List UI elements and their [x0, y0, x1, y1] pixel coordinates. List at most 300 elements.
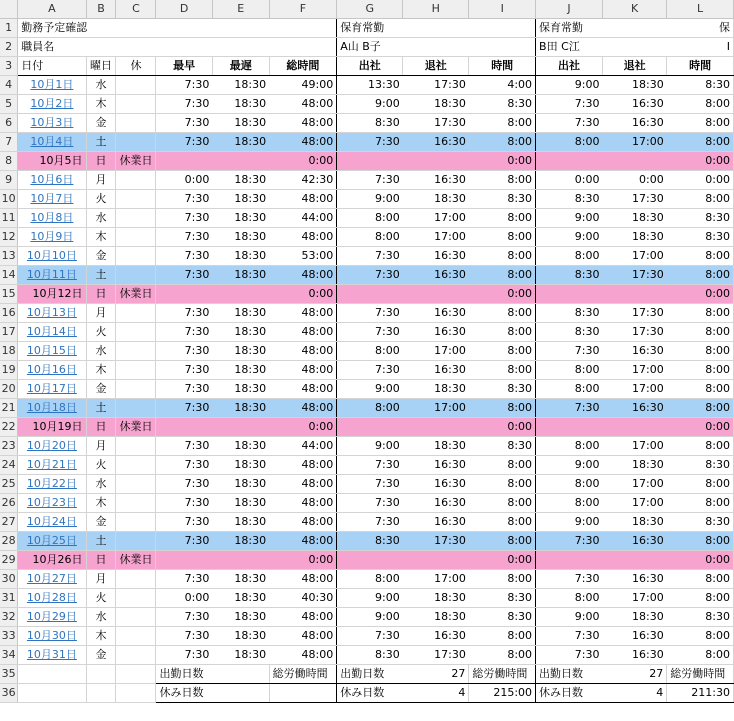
- hours-cell[interactable]: 8:00: [667, 532, 734, 551]
- in-cell[interactable]: 8:00: [337, 228, 403, 247]
- dow-cell[interactable]: 月: [86, 304, 116, 323]
- total-hours-cell[interactable]: 48:00: [269, 361, 337, 380]
- in-cell[interactable]: 9:00: [337, 95, 403, 114]
- earliest-cell[interactable]: 7:30: [156, 76, 212, 95]
- g2-rest-days[interactable]: 4: [602, 684, 666, 703]
- out-cell[interactable]: 17:30: [403, 646, 469, 665]
- cell[interactable]: [18, 665, 86, 684]
- date-link[interactable]: 10月18日: [18, 399, 86, 418]
- cell[interactable]: [116, 665, 156, 684]
- date-link[interactable]: 10月27日: [18, 570, 86, 589]
- hours-cell[interactable]: 8:00: [469, 627, 536, 646]
- rest-cell[interactable]: [116, 247, 156, 266]
- out-cell[interactable]: 18:30: [602, 608, 666, 627]
- out-cell[interactable]: 18:30: [602, 76, 666, 95]
- cell[interactable]: [403, 19, 469, 38]
- dow-cell[interactable]: 水: [86, 342, 116, 361]
- out-cell[interactable]: 17:00: [403, 209, 469, 228]
- in-cell[interactable]: 13:30: [337, 76, 403, 95]
- total-labor-label[interactable]: 総労働時間: [469, 665, 536, 684]
- hours-cell[interactable]: 8:30: [469, 589, 536, 608]
- date-link[interactable]: 10月16日: [18, 361, 86, 380]
- rest-cell[interactable]: [116, 437, 156, 456]
- out-cell[interactable]: 16:30: [602, 342, 666, 361]
- work-days-label[interactable]: 出勤日数: [337, 665, 403, 684]
- total-hours-cell[interactable]: 48:00: [269, 570, 337, 589]
- rest-cell[interactable]: [116, 342, 156, 361]
- hours-cell[interactable]: 8:00: [469, 304, 536, 323]
- row-header[interactable]: 6: [0, 114, 18, 133]
- date-link[interactable]: 10月9日: [18, 228, 86, 247]
- rest-days-label[interactable]: 休み日数: [337, 684, 403, 703]
- out-cell[interactable]: 17:30: [602, 190, 666, 209]
- in-cell[interactable]: [337, 285, 403, 304]
- row-header[interactable]: 29: [0, 551, 18, 570]
- total-hours-cell[interactable]: 0:00: [269, 418, 337, 437]
- latest-cell[interactable]: [212, 152, 269, 171]
- hours-cell[interactable]: 8:00: [667, 399, 734, 418]
- hours-cell[interactable]: 8:00: [469, 171, 536, 190]
- hours-cell[interactable]: 8:00: [667, 323, 734, 342]
- in-cell[interactable]: 7:30: [536, 95, 603, 114]
- in-cell[interactable]: 7:30: [337, 494, 403, 513]
- earliest-cell[interactable]: 7:30: [156, 95, 212, 114]
- in-cell[interactable]: 8:30: [337, 532, 403, 551]
- cell[interactable]: [116, 684, 156, 703]
- row-header[interactable]: 15: [0, 285, 18, 304]
- out-cell[interactable]: 16:30: [403, 171, 469, 190]
- dow-cell[interactable]: 月: [86, 570, 116, 589]
- row-header[interactable]: 18: [0, 342, 18, 361]
- rest-days-label[interactable]: 休み日数: [536, 684, 603, 703]
- out-cell[interactable]: 18:30: [602, 456, 666, 475]
- hours-cell[interactable]: 8:30: [469, 437, 536, 456]
- date-link[interactable]: 10月20日: [18, 437, 86, 456]
- column-header[interactable]: F: [269, 0, 337, 19]
- hours-cell[interactable]: 8:00: [667, 247, 734, 266]
- out-cell[interactable]: 16:30: [602, 627, 666, 646]
- out-cell[interactable]: 16:30: [403, 475, 469, 494]
- date-cell[interactable]: 10月5日: [18, 152, 86, 171]
- out-cell[interactable]: [403, 418, 469, 437]
- earliest-cell[interactable]: 7:30: [156, 646, 212, 665]
- in-cell[interactable]: 8:30: [536, 266, 603, 285]
- out-cell[interactable]: 17:00: [403, 342, 469, 361]
- row-header[interactable]: 28: [0, 532, 18, 551]
- hours-cell[interactable]: 8:00: [667, 437, 734, 456]
- in-cell[interactable]: 8:00: [337, 570, 403, 589]
- hours-cell[interactable]: 8:00: [667, 646, 734, 665]
- out-cell[interactable]: 17:00: [602, 475, 666, 494]
- g1-rest-days[interactable]: 4: [403, 684, 469, 703]
- row-header[interactable]: 9: [0, 171, 18, 190]
- hours-cell[interactable]: 8:00: [667, 494, 734, 513]
- group1-name[interactable]: A山 B子: [337, 38, 403, 57]
- in-cell[interactable]: 9:00: [536, 608, 603, 627]
- total-hours-cell[interactable]: 48:00: [269, 513, 337, 532]
- in-cell[interactable]: 0:00: [536, 171, 603, 190]
- row-header[interactable]: 36: [0, 684, 18, 703]
- column-header[interactable]: C: [116, 0, 156, 19]
- header-total-hours[interactable]: 総時間: [269, 57, 337, 76]
- hours-cell[interactable]: 8:00: [667, 380, 734, 399]
- out-cell[interactable]: 16:30: [602, 646, 666, 665]
- date-link[interactable]: 10月1日: [18, 76, 86, 95]
- out-cell[interactable]: 16:30: [403, 133, 469, 152]
- date-link[interactable]: 10月4日: [18, 133, 86, 152]
- out-cell[interactable]: 17:30: [602, 323, 666, 342]
- hours-cell[interactable]: 8:00: [469, 532, 536, 551]
- total-hours-cell[interactable]: 48:00: [269, 646, 337, 665]
- hours-cell[interactable]: 8:30: [667, 608, 734, 627]
- dow-cell[interactable]: 木: [86, 627, 116, 646]
- hours-cell[interactable]: 8:00: [667, 190, 734, 209]
- out-cell[interactable]: 17:00: [602, 380, 666, 399]
- latest-cell[interactable]: 18:30: [212, 361, 269, 380]
- latest-cell[interactable]: 18:30: [212, 380, 269, 399]
- in-cell[interactable]: 8:00: [337, 399, 403, 418]
- row-header[interactable]: 1: [0, 19, 18, 38]
- row-header[interactable]: 4: [0, 76, 18, 95]
- total-hours-cell[interactable]: 48:00: [269, 627, 337, 646]
- out-cell[interactable]: 18:30: [403, 437, 469, 456]
- header-out[interactable]: 退社: [403, 57, 469, 76]
- hours-cell[interactable]: 8:00: [667, 570, 734, 589]
- hours-cell[interactable]: 0:00: [667, 551, 734, 570]
- hours-cell[interactable]: 8:00: [667, 342, 734, 361]
- dow-cell[interactable]: 水: [86, 475, 116, 494]
- rest-days-label[interactable]: 休み日数: [156, 684, 269, 703]
- dow-cell[interactable]: 木: [86, 95, 116, 114]
- header-earliest[interactable]: 最早: [156, 57, 212, 76]
- rest-cell[interactable]: [116, 209, 156, 228]
- in-cell[interactable]: [337, 418, 403, 437]
- out-cell[interactable]: 16:30: [403, 513, 469, 532]
- in-cell[interactable]: 9:00: [337, 437, 403, 456]
- latest-cell[interactable]: 18:30: [212, 399, 269, 418]
- dow-cell[interactable]: 金: [86, 114, 116, 133]
- row-header[interactable]: 27: [0, 513, 18, 532]
- cell[interactable]: [469, 19, 536, 38]
- latest-cell[interactable]: 18:30: [212, 266, 269, 285]
- latest-cell[interactable]: 18:30: [212, 76, 269, 95]
- latest-cell[interactable]: 18:30: [212, 228, 269, 247]
- group1-type[interactable]: 保育常勤: [337, 19, 403, 38]
- out-cell[interactable]: [403, 551, 469, 570]
- latest-cell[interactable]: 18:30: [212, 494, 269, 513]
- rest-cell[interactable]: [116, 266, 156, 285]
- dow-cell[interactable]: 水: [86, 209, 116, 228]
- dow-cell[interactable]: 火: [86, 190, 116, 209]
- total-hours-cell[interactable]: 48:00: [269, 190, 337, 209]
- earliest-cell[interactable]: [156, 551, 212, 570]
- rest-cell[interactable]: [116, 228, 156, 247]
- out-cell[interactable]: 16:30: [602, 570, 666, 589]
- rest-cell[interactable]: [116, 456, 156, 475]
- date-link[interactable]: 10月10日: [18, 247, 86, 266]
- in-cell[interactable]: 8:00: [536, 247, 603, 266]
- in-cell[interactable]: 7:30: [337, 304, 403, 323]
- date-link[interactable]: 10月2日: [18, 95, 86, 114]
- hours-cell[interactable]: 0:00: [469, 551, 536, 570]
- total-hours-cell[interactable]: 48:00: [269, 608, 337, 627]
- date-link[interactable]: 10月6日: [18, 171, 86, 190]
- column-header[interactable]: I: [469, 0, 536, 19]
- latest-cell[interactable]: [212, 285, 269, 304]
- in-cell[interactable]: 9:00: [536, 456, 603, 475]
- out-cell[interactable]: 18:30: [403, 95, 469, 114]
- cell[interactable]: [469, 38, 536, 57]
- row-header[interactable]: 19: [0, 361, 18, 380]
- latest-cell[interactable]: [212, 551, 269, 570]
- in-cell[interactable]: 7:30: [536, 646, 603, 665]
- out-cell[interactable]: [403, 285, 469, 304]
- out-cell[interactable]: 17:00: [403, 570, 469, 589]
- header-latest[interactable]: 最遅: [212, 57, 269, 76]
- edge-cell[interactable]: I: [667, 38, 734, 57]
- hours-cell[interactable]: 8:30: [667, 513, 734, 532]
- out-cell[interactable]: 17:30: [403, 76, 469, 95]
- in-cell[interactable]: 7:30: [536, 114, 603, 133]
- column-header[interactable]: K: [602, 0, 666, 19]
- in-cell[interactable]: 7:30: [337, 513, 403, 532]
- total-hours-cell[interactable]: 48:00: [269, 380, 337, 399]
- latest-cell[interactable]: 18:30: [212, 589, 269, 608]
- rest-cell[interactable]: [116, 171, 156, 190]
- in-cell[interactable]: 7:30: [536, 342, 603, 361]
- out-cell[interactable]: 16:30: [602, 114, 666, 133]
- hours-cell[interactable]: 8:30: [667, 228, 734, 247]
- date-link[interactable]: 10月14日: [18, 323, 86, 342]
- earliest-cell[interactable]: 7:30: [156, 190, 212, 209]
- row-header[interactable]: 10: [0, 190, 18, 209]
- total-hours-cell[interactable]: 48:00: [269, 266, 337, 285]
- rest-cell[interactable]: 休業日: [116, 152, 156, 171]
- row-header[interactable]: 22: [0, 418, 18, 437]
- row-header[interactable]: 2: [0, 38, 18, 57]
- group2-type[interactable]: 保育常勤: [536, 19, 603, 38]
- hours-cell[interactable]: 8:00: [469, 133, 536, 152]
- title-cell[interactable]: 勤務予定確認: [18, 19, 156, 38]
- row-header[interactable]: 20: [0, 380, 18, 399]
- out-cell[interactable]: 17:00: [602, 437, 666, 456]
- in-cell[interactable]: 8:00: [337, 209, 403, 228]
- row-header[interactable]: 12: [0, 228, 18, 247]
- in-cell[interactable]: 8:00: [536, 494, 603, 513]
- date-link[interactable]: 10月22日: [18, 475, 86, 494]
- out-cell[interactable]: 17:00: [602, 494, 666, 513]
- out-cell[interactable]: 16:30: [403, 304, 469, 323]
- out-cell[interactable]: [602, 285, 666, 304]
- hours-cell[interactable]: 8:00: [469, 209, 536, 228]
- header-in[interactable]: 出社: [337, 57, 403, 76]
- rest-cell[interactable]: [116, 513, 156, 532]
- in-cell[interactable]: 7:30: [337, 627, 403, 646]
- in-cell[interactable]: 8:00: [536, 133, 603, 152]
- dow-cell[interactable]: 土: [86, 266, 116, 285]
- hours-cell[interactable]: 8:00: [667, 627, 734, 646]
- row-header[interactable]: 21: [0, 399, 18, 418]
- column-header[interactable]: G: [337, 0, 403, 19]
- out-cell[interactable]: 16:30: [602, 399, 666, 418]
- hours-cell[interactable]: 8:30: [667, 456, 734, 475]
- total-hours-cell[interactable]: 48:00: [269, 114, 337, 133]
- row-header[interactable]: 8: [0, 152, 18, 171]
- latest-cell[interactable]: 18:30: [212, 532, 269, 551]
- dow-cell[interactable]: 金: [86, 646, 116, 665]
- hours-cell[interactable]: 0:00: [469, 152, 536, 171]
- total-hours-cell[interactable]: 44:00: [269, 209, 337, 228]
- latest-cell[interactable]: 18:30: [212, 114, 269, 133]
- in-cell[interactable]: 7:30: [337, 247, 403, 266]
- out-cell[interactable]: 16:30: [403, 361, 469, 380]
- earliest-cell[interactable]: 7:30: [156, 570, 212, 589]
- dow-cell[interactable]: 土: [86, 133, 116, 152]
- in-cell[interactable]: 8:30: [536, 304, 603, 323]
- in-cell[interactable]: 8:30: [536, 190, 603, 209]
- earliest-cell[interactable]: [156, 152, 212, 171]
- in-cell[interactable]: 7:30: [536, 627, 603, 646]
- in-cell[interactable]: 8:30: [536, 323, 603, 342]
- column-header[interactable]: D: [156, 0, 212, 19]
- date-link[interactable]: 10月15日: [18, 342, 86, 361]
- total-hours-cell[interactable]: 0:00: [269, 152, 337, 171]
- out-cell[interactable]: 16:30: [403, 323, 469, 342]
- earliest-cell[interactable]: 7:30: [156, 627, 212, 646]
- total-hours-cell[interactable]: 48:00: [269, 399, 337, 418]
- out-cell[interactable]: 17:30: [403, 532, 469, 551]
- dow-cell[interactable]: 日: [86, 152, 116, 171]
- total-hours-cell[interactable]: 48:00: [269, 304, 337, 323]
- latest-cell[interactable]: 18:30: [212, 247, 269, 266]
- latest-cell[interactable]: 18:30: [212, 95, 269, 114]
- in-cell[interactable]: 9:00: [337, 589, 403, 608]
- earliest-cell[interactable]: 7:30: [156, 342, 212, 361]
- earliest-cell[interactable]: 7:30: [156, 494, 212, 513]
- dow-cell[interactable]: 月: [86, 437, 116, 456]
- latest-cell[interactable]: 18:30: [212, 475, 269, 494]
- column-header[interactable]: H: [403, 0, 469, 19]
- latest-cell[interactable]: 18:30: [212, 133, 269, 152]
- header-dow[interactable]: 曜日: [86, 57, 116, 76]
- row-header[interactable]: 30: [0, 570, 18, 589]
- out-cell[interactable]: [602, 418, 666, 437]
- out-cell[interactable]: 17:00: [602, 589, 666, 608]
- cell[interactable]: [156, 19, 269, 38]
- hours-cell[interactable]: 8:30: [667, 209, 734, 228]
- date-cell[interactable]: 10月26日: [18, 551, 86, 570]
- hours-cell[interactable]: 8:00: [469, 114, 536, 133]
- hours-cell[interactable]: 8:00: [667, 133, 734, 152]
- out-cell[interactable]: [602, 152, 666, 171]
- in-cell[interactable]: 9:00: [536, 228, 603, 247]
- work-days-label[interactable]: 出勤日数: [156, 665, 269, 684]
- hours-cell[interactable]: 8:00: [469, 456, 536, 475]
- g2-work-days[interactable]: 27: [602, 665, 666, 684]
- hours-cell[interactable]: 8:00: [667, 114, 734, 133]
- date-link[interactable]: 10月8日: [18, 209, 86, 228]
- date-link[interactable]: 10月29日: [18, 608, 86, 627]
- out-cell[interactable]: 16:30: [602, 532, 666, 551]
- dow-cell[interactable]: 火: [86, 589, 116, 608]
- total-hours-cell[interactable]: 53:00: [269, 247, 337, 266]
- cell[interactable]: [403, 38, 469, 57]
- date-link[interactable]: 10月7日: [18, 190, 86, 209]
- out-cell[interactable]: 18:30: [602, 228, 666, 247]
- hours-cell[interactable]: 8:00: [667, 475, 734, 494]
- earliest-cell[interactable]: [156, 418, 212, 437]
- row-header[interactable]: 7: [0, 133, 18, 152]
- latest-cell[interactable]: 18:30: [212, 437, 269, 456]
- earliest-cell[interactable]: 7:30: [156, 399, 212, 418]
- earliest-cell[interactable]: 0:00: [156, 171, 212, 190]
- earliest-cell[interactable]: 7:30: [156, 475, 212, 494]
- earliest-cell[interactable]: [156, 285, 212, 304]
- cell[interactable]: [18, 684, 86, 703]
- rest-cell[interactable]: [116, 133, 156, 152]
- hours-cell[interactable]: 4:00: [469, 76, 536, 95]
- hours-cell[interactable]: 0:00: [667, 418, 734, 437]
- in-cell[interactable]: 7:30: [337, 361, 403, 380]
- out-cell[interactable]: [602, 551, 666, 570]
- out-cell[interactable]: 17:30: [602, 266, 666, 285]
- rest-cell[interactable]: [116, 532, 156, 551]
- rest-cell[interactable]: 休業日: [116, 285, 156, 304]
- earliest-cell[interactable]: 7:30: [156, 437, 212, 456]
- hours-cell[interactable]: 8:30: [469, 190, 536, 209]
- cell[interactable]: [86, 684, 116, 703]
- g2-total-labor[interactable]: 211:30: [667, 684, 734, 703]
- rest-cell[interactable]: [116, 589, 156, 608]
- in-cell[interactable]: 9:00: [337, 608, 403, 627]
- in-cell[interactable]: 8:00: [536, 380, 603, 399]
- out-cell[interactable]: 16:30: [602, 95, 666, 114]
- hours-cell[interactable]: 8:00: [469, 475, 536, 494]
- in-cell[interactable]: [337, 551, 403, 570]
- out-cell[interactable]: 16:30: [403, 247, 469, 266]
- header-rest[interactable]: 休: [116, 57, 156, 76]
- row-header[interactable]: 16: [0, 304, 18, 323]
- out-cell[interactable]: 17:00: [602, 133, 666, 152]
- column-header[interactable]: E: [212, 0, 269, 19]
- total-hours-cell[interactable]: 48:00: [269, 456, 337, 475]
- cell[interactable]: [86, 665, 116, 684]
- hours-cell[interactable]: 8:00: [469, 399, 536, 418]
- date-cell[interactable]: 10月19日: [18, 418, 86, 437]
- in-cell[interactable]: 7:30: [536, 532, 603, 551]
- rest-cell[interactable]: [116, 361, 156, 380]
- in-cell[interactable]: 7:30: [337, 323, 403, 342]
- select-all-corner[interactable]: [0, 0, 18, 19]
- earliest-cell[interactable]: 7:30: [156, 247, 212, 266]
- latest-cell[interactable]: 18:30: [212, 209, 269, 228]
- total-hours-cell[interactable]: 48:00: [269, 228, 337, 247]
- group2-name[interactable]: B田 C江: [536, 38, 603, 57]
- hours-cell[interactable]: 8:00: [667, 304, 734, 323]
- in-cell[interactable]: 8:30: [337, 646, 403, 665]
- date-link[interactable]: 10月30日: [18, 627, 86, 646]
- date-cell[interactable]: 10月12日: [18, 285, 86, 304]
- row-header[interactable]: 13: [0, 247, 18, 266]
- row-header[interactable]: 17: [0, 323, 18, 342]
- earliest-cell[interactable]: 7:30: [156, 532, 212, 551]
- hours-cell[interactable]: 8:00: [469, 228, 536, 247]
- date-link[interactable]: 10月3日: [18, 114, 86, 133]
- dow-cell[interactable]: 木: [86, 228, 116, 247]
- total-hours-cell[interactable]: 44:00: [269, 437, 337, 456]
- earliest-cell[interactable]: 7:30: [156, 608, 212, 627]
- in-cell[interactable]: 7:30: [337, 266, 403, 285]
